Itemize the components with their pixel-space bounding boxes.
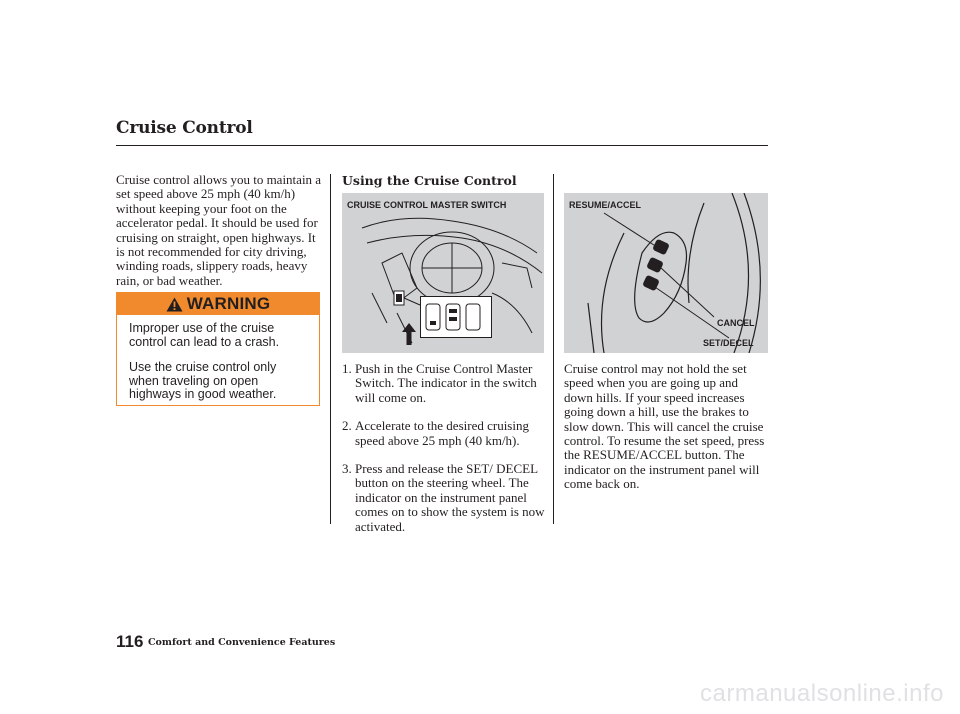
warning-icon [166, 297, 183, 312]
step-item [342, 362, 548, 405]
step-text: Push in the Cruise Control Master Switch. The indicator in the switch will come on. [355, 361, 537, 405]
steering-buttons-figure [564, 193, 768, 353]
cancel-label: CANCEL [717, 318, 755, 328]
set-decel-label: SET/DECEL [703, 338, 754, 348]
intro-paragraph: Cruise control allows you to maintain a set speed above 25 mph (40 km/h) without keeping your foot on the accelerator pedal. It should be used for cruising on straight, open highways. It is not recommended for city driving, winding roads, slippery roads, heavy rain, or bad weather. [116, 172, 322, 288]
step-number: 3. [342, 461, 352, 477]
page-number: 116 [116, 632, 144, 651]
warning-label: WARNING [186, 294, 271, 313]
step-item [342, 462, 548, 534]
column-divider-right [553, 174, 554, 524]
section-heading: Using the Cruise Control [342, 173, 517, 188]
switch-callout [420, 296, 492, 338]
master-switch-label: CRUISE CONTROL MASTER SWITCH [347, 200, 507, 210]
column-divider-left [330, 174, 331, 524]
master-switch-figure [342, 193, 544, 353]
arrow-up-icon [402, 323, 416, 345]
step-item [342, 419, 548, 448]
page-title: Cruise Control [116, 118, 253, 138]
step-text: Accelerate to the desired cruising speed above 25 mph (40 km/h). [355, 418, 529, 448]
warning-header [117, 293, 319, 315]
step-number: 2. [342, 418, 352, 434]
watermark [0, 680, 960, 708]
warning-text-2: Use the cruise control only when traveling on open highways in good weather. [129, 360, 277, 402]
steps-list [342, 362, 548, 548]
watermark-text: carmanualsonline.info [700, 680, 944, 707]
warning-text-1: Improper use of the cruise control can lead to a crash. [129, 321, 280, 349]
footer-section-title: Comfort and Convenience Features [148, 637, 336, 648]
header-rule [116, 145, 768, 146]
step-number: 1. [342, 361, 352, 376]
right-paragraph: Cruise control may not hold the set speed when you are going up and down hills. If your speed increases going down a hill, use the brakes to slow down. This will cancel the cruise control. To resume the set speed, press the RESUME/ACCEL button. The indicator on the instrument panel will come back on. [564, 361, 765, 492]
steering-wheel-illustration [564, 193, 768, 353]
switch-panel-icon [421, 297, 491, 337]
step-text: Press and release the SET/ DECEL button on the steering wheel. The indicator on the instrument panel comes on to show the system is now activated. [355, 461, 545, 534]
resume-accel-label: RESUME/ACCEL [569, 200, 642, 210]
